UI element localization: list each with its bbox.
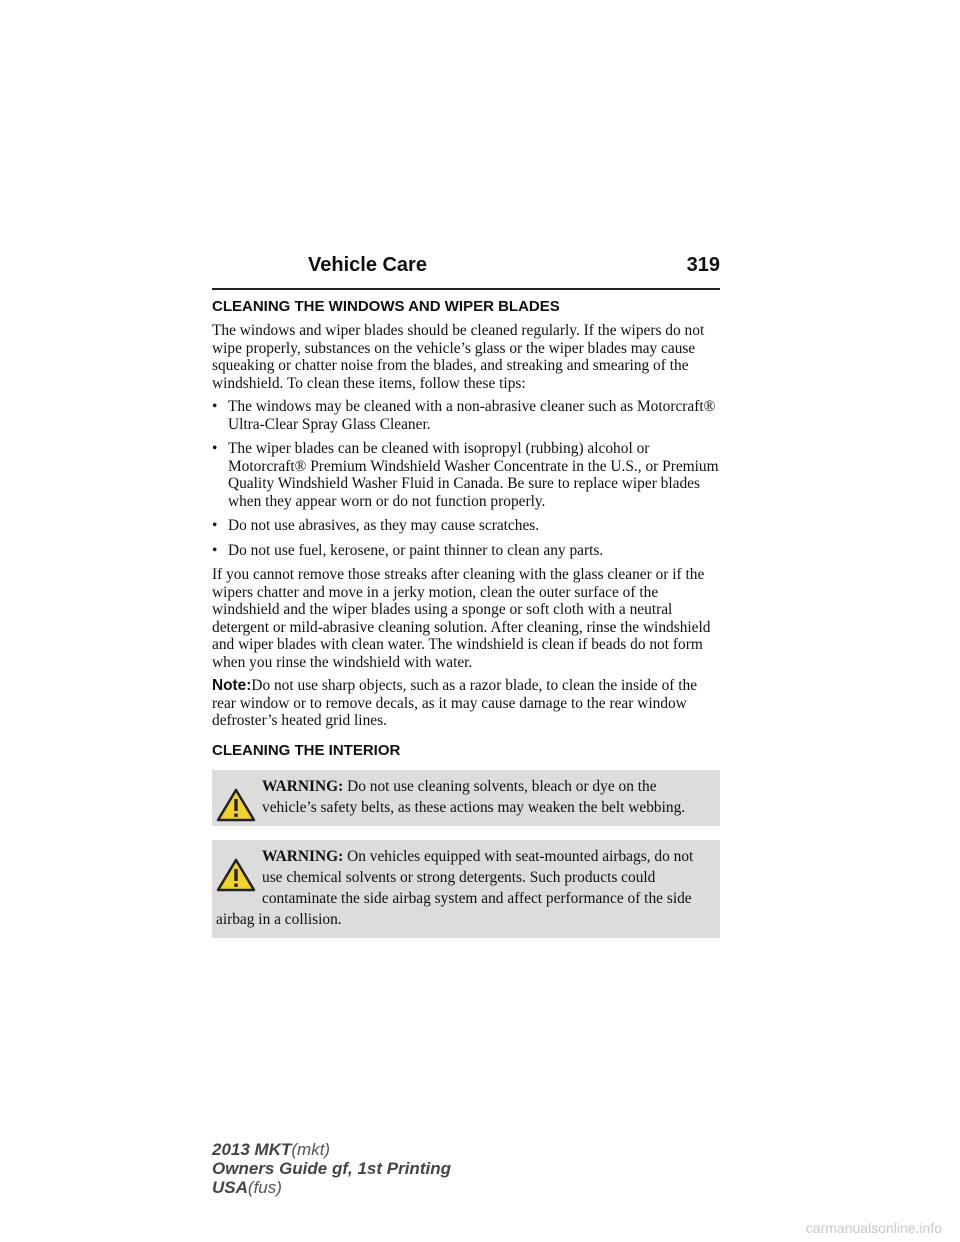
list-item-text: The wiper blades can be cleaned with isopropyl (rubbing) alcohol or Motorcraft® Premium Windshield Washer Concentrate in the U.S., or Premium Quality Windshield Washer Fluid in Canada. Be sure to replace wiper blades when they appear worn or do not function properly. bbox=[228, 440, 719, 510]
page-header bbox=[212, 254, 720, 290]
page-content bbox=[212, 298, 720, 938]
footer-market-code: (fus) bbox=[247, 1178, 282, 1197]
list-item bbox=[212, 542, 720, 560]
footer-line-3 bbox=[212, 1178, 451, 1197]
footer-line-1 bbox=[212, 1140, 451, 1159]
warning-label: WARNING: bbox=[262, 777, 344, 795]
warning-box bbox=[212, 840, 720, 938]
list-item-text: Do not use abrasives, as they may cause scratches. bbox=[228, 517, 540, 534]
note-text: Do not use sharp objects, such as a razor blade, to clean the inside of the rear window or to remove decals, as it may cause damage to the rear window defroster’s heated grid lines. bbox=[212, 677, 698, 729]
list-item bbox=[212, 440, 720, 510]
print-footer bbox=[212, 1140, 451, 1197]
warning-triangle-icon bbox=[216, 858, 256, 892]
footer-guide: Owners Guide gf, 1st Printing bbox=[212, 1159, 451, 1178]
windows-note bbox=[212, 677, 720, 730]
list-item-text: The windows may be cleaned with a non-abrasive cleaner such as Motorcraft® Ultra-Clear Spray Glass Cleaner. bbox=[228, 398, 716, 433]
bullet-symbol: • bbox=[212, 541, 218, 559]
bullet-symbol: • bbox=[212, 440, 218, 457]
windows-tips-list bbox=[212, 398, 720, 559]
footer-model-code: (mkt) bbox=[291, 1140, 331, 1159]
watermark: carmanualsonline.info bbox=[805, 1220, 942, 1236]
warning-label: WARNING: bbox=[262, 847, 344, 865]
warning-text: On vehicles equipped with seat-mounted airbags, do not use chemical solvents or strong detergents. Such products could contaminate the side airbag system and affect performance of the side airbag in a collision. bbox=[216, 847, 694, 928]
bullet-symbol: • bbox=[212, 517, 218, 534]
list-item-text: Do not use fuel, kerosene, or paint thinner to clean any parts. bbox=[228, 541, 604, 559]
warning-triangle-icon bbox=[216, 788, 256, 822]
bullet-symbol: • bbox=[212, 398, 218, 415]
section-title: Vehicle Care bbox=[308, 254, 427, 276]
footer-market: USA bbox=[212, 1178, 248, 1197]
windows-paragraph-2: If you cannot remove those streaks after cleaning with the glass cleaner or if the wipers chatter and move in a jerky motion, clean the outer surface of the windshield and the wiper blades using a sponge or soft cloth with a neutral detergent or mild-abrasive cleaning solution. After cleaning, rinse the windshield and wiper blades with clean water. The windshield is clean if beads do not form when you rinse the windshield with water. bbox=[212, 566, 711, 671]
footer-line-2 bbox=[212, 1159, 451, 1178]
warning-box bbox=[212, 770, 720, 826]
list-item bbox=[212, 517, 720, 535]
list-item bbox=[212, 398, 720, 433]
windows-intro: The windows and wiper blades should be cleaned regularly. If the wipers do not wipe properly, substances on the vehicle’s glass or the wiper blades may cause squeaking or chatter noise from the blades, and streaking and smearing of the windshield. To clean these items, follow these tips: bbox=[212, 322, 705, 392]
footer-model: 2013 MKT bbox=[212, 1140, 292, 1159]
note-label: Note: bbox=[212, 677, 252, 694]
interior-heading: CLEANING THE INTERIOR bbox=[212, 741, 401, 759]
windows-heading: CLEANING THE WINDOWS AND WIPER BLADES bbox=[212, 298, 560, 315]
page-number: 319 bbox=[686, 254, 720, 276]
warning-text: Do not use cleaning solvents, bleach or dye on the vehicle’s safety belts, as these actions may weaken the belt webbing. bbox=[262, 777, 686, 816]
